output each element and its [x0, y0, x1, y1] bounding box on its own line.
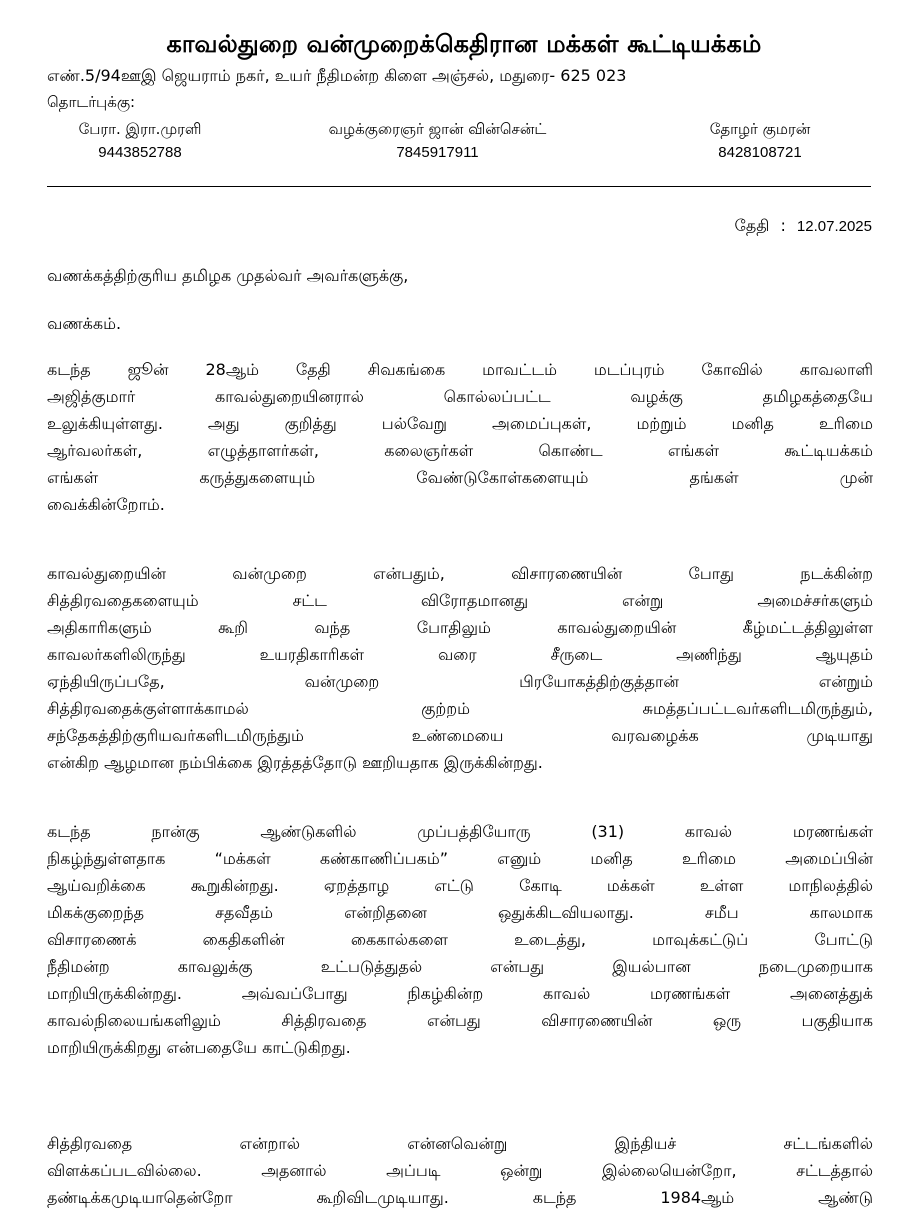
- contact-name: பேரா. இரா.முரளி: [78, 120, 202, 138]
- paragraph-line: சித்திரவதை என்றால் என்னவென்று இந்தியச் சட்டங்களில்: [47, 1134, 873, 1153]
- contact-phone: 7845917911: [396, 144, 479, 161]
- paragraph-line: தண்டிக்கமுடியாதென்றோ கூறிவிடமுடியாது. கடந்த 1984ஆம் ஆண்டு: [47, 1188, 873, 1207]
- paragraph-line: எங்கள் கருத்துகளையும் வேண்டுகோள்களையும் தங்கள் முன்: [47, 468, 873, 487]
- paragraph-line: விளக்கப்படவில்லை. அதனால் அப்படி ஒன்று இல்லையென்றோ, சட்டத்தால்: [47, 1161, 873, 1180]
- paragraph-line: சித்திரவதைக்குள்ளாக்காமல் குற்றம் சுமத்தப்பட்டவர்களிடமிருந்தும்,: [47, 699, 873, 718]
- letter-date: [734, 216, 872, 237]
- contact-person-3: [650, 117, 870, 165]
- salutation: வணக்கத்திற்குரிய தமிழக முதல்வர் அவர்களுக்கு,: [47, 266, 409, 285]
- paragraph-line: மாறியிருக்கின்றது. அவ்வப்போது நிகழ்கின்ற காவல் மரணங்கள் அனைத்துக்: [47, 984, 873, 1003]
- paragraph-line: சித்திரவதைகளையும் சட்ட விரோதமானது என்று அமைச்சர்களும்: [47, 591, 873, 610]
- body-paragraph-2: [47, 560, 873, 776]
- body-paragraph-3: [47, 818, 873, 1061]
- contact-phone: 8428108721: [718, 144, 802, 161]
- date-label: தேதி: [734, 216, 770, 235]
- paragraph-line: விசாரணைக் கைதிகளின் கைகால்களை உடைத்து, மாவுக்கட்டுப் போட்டு: [47, 930, 873, 949]
- paragraph-line: நிகழ்ந்துள்ளதாக “மக்கள் கண்காணிப்பகம்” எனும் மனித உரிமை அமைப்பின்: [47, 849, 873, 868]
- contact-label: தொடர்புக்கு:: [47, 93, 136, 111]
- paragraph-line: காவலர்களிலிருந்து உயரதிகாரிகள் வரை சீருடை அணிந்து ஆயுதம்: [47, 645, 873, 664]
- body-paragraph-1: [47, 356, 873, 518]
- paragraph-line: என்கிற ஆழமான நம்பிக்கை இரத்தத்தோடு ஊறியதாக இருக்கின்றது.: [47, 753, 543, 772]
- contact-name: வழக்குரைஞர் ஜான் வின்சென்ட்: [328, 120, 547, 138]
- paragraph-line: காவல்நிலையங்களிலும் சித்திரவதை என்பது விசாரணையின் ஒரு பகுதியாக: [47, 1011, 873, 1030]
- greeting: வணக்கம்.: [47, 314, 122, 333]
- contact-name: தோழர் குமரன்: [709, 120, 811, 138]
- contact-person-2: [270, 117, 605, 165]
- paragraph-line: நீதிமன்ற காவலுக்கு உட்படுத்துதல் என்பது இயல்பான நடைமுறையாக: [47, 957, 873, 976]
- contact-person-1: [50, 117, 230, 165]
- paragraph-line: ஆர்வலர்கள், எழுத்தாளர்கள், கலைஞர்கள் கொண்ட எங்கள் கூட்டியக்கம்: [47, 441, 873, 460]
- paragraph-line: ஏந்தியிருப்பதே, வன்முறை பிரயோகத்திற்குத்தான் என்றும்: [47, 672, 873, 691]
- date-separator: :: [780, 216, 786, 235]
- body-paragraph-4: [47, 1130, 873, 1211]
- header-divider: [47, 186, 871, 187]
- organization-address: எண்.5/94ஊஇ ஜெயராம் நகர், உயர் நீதிமன்ற கிளை அஞ்சல், மதுரை- 625 023: [47, 66, 627, 85]
- organization-title: காவல்துறை வன்முறைக்கெதிரான மக்கள் கூட்டியக்கம்: [166, 30, 762, 58]
- date-value: 12.07.2025: [796, 218, 872, 235]
- paragraph-line: கடந்த நான்கு ஆண்டுகளில் முப்பத்தியோரு (31) காவல் மரணங்கள்: [47, 822, 873, 841]
- contact-phone: 9443852788: [98, 144, 182, 161]
- paragraph-line: அஜித்குமார் காவல்துறையினரால் கொல்லப்பட்ட வழக்கு தமிழகத்தையே: [47, 387, 873, 406]
- paragraph-line: காவல்துறையின் வன்முறை என்பதும், விசாரணையின் போது நடக்கின்ற: [47, 564, 873, 583]
- paragraph-line: சந்தேகத்திற்குரியவர்களிடமிருந்தும் உண்மையை வரவழைக்க முடியாது: [47, 726, 873, 745]
- paragraph-line: மாறியிருக்கிறது என்பதையே காட்டுகிறது.: [47, 1038, 351, 1057]
- paragraph-line: வைக்கின்றோம்.: [47, 495, 165, 514]
- paragraph-line: ஆய்வறிக்கை கூறுகின்றது. ஏறத்தாழ எட்டு கோடி மக்கள் உள்ள மாநிலத்தில்: [47, 876, 873, 895]
- paragraph-line: அதிகாரிகளும் கூறி வந்த போதிலும் காவல்துறையின் கீழ்மட்டத்திலுள்ள: [47, 618, 873, 637]
- paragraph-line: கடந்த ஜூன் 28ஆம் தேதி சிவகங்கை மாவட்டம் மடப்புரம் கோவில் காவலாளி: [47, 360, 873, 379]
- paragraph-line: உலுக்கியுள்ளது. அது குறித்து பல்வேறு அமைப்புகள், மற்றும் மனித உரிமை: [47, 414, 873, 433]
- paragraph-line: மிகக்குறைந்த சதவீதம் என்றிதனை ஒதுக்கிடவியலாது. சமீப காலமாக: [47, 903, 873, 922]
